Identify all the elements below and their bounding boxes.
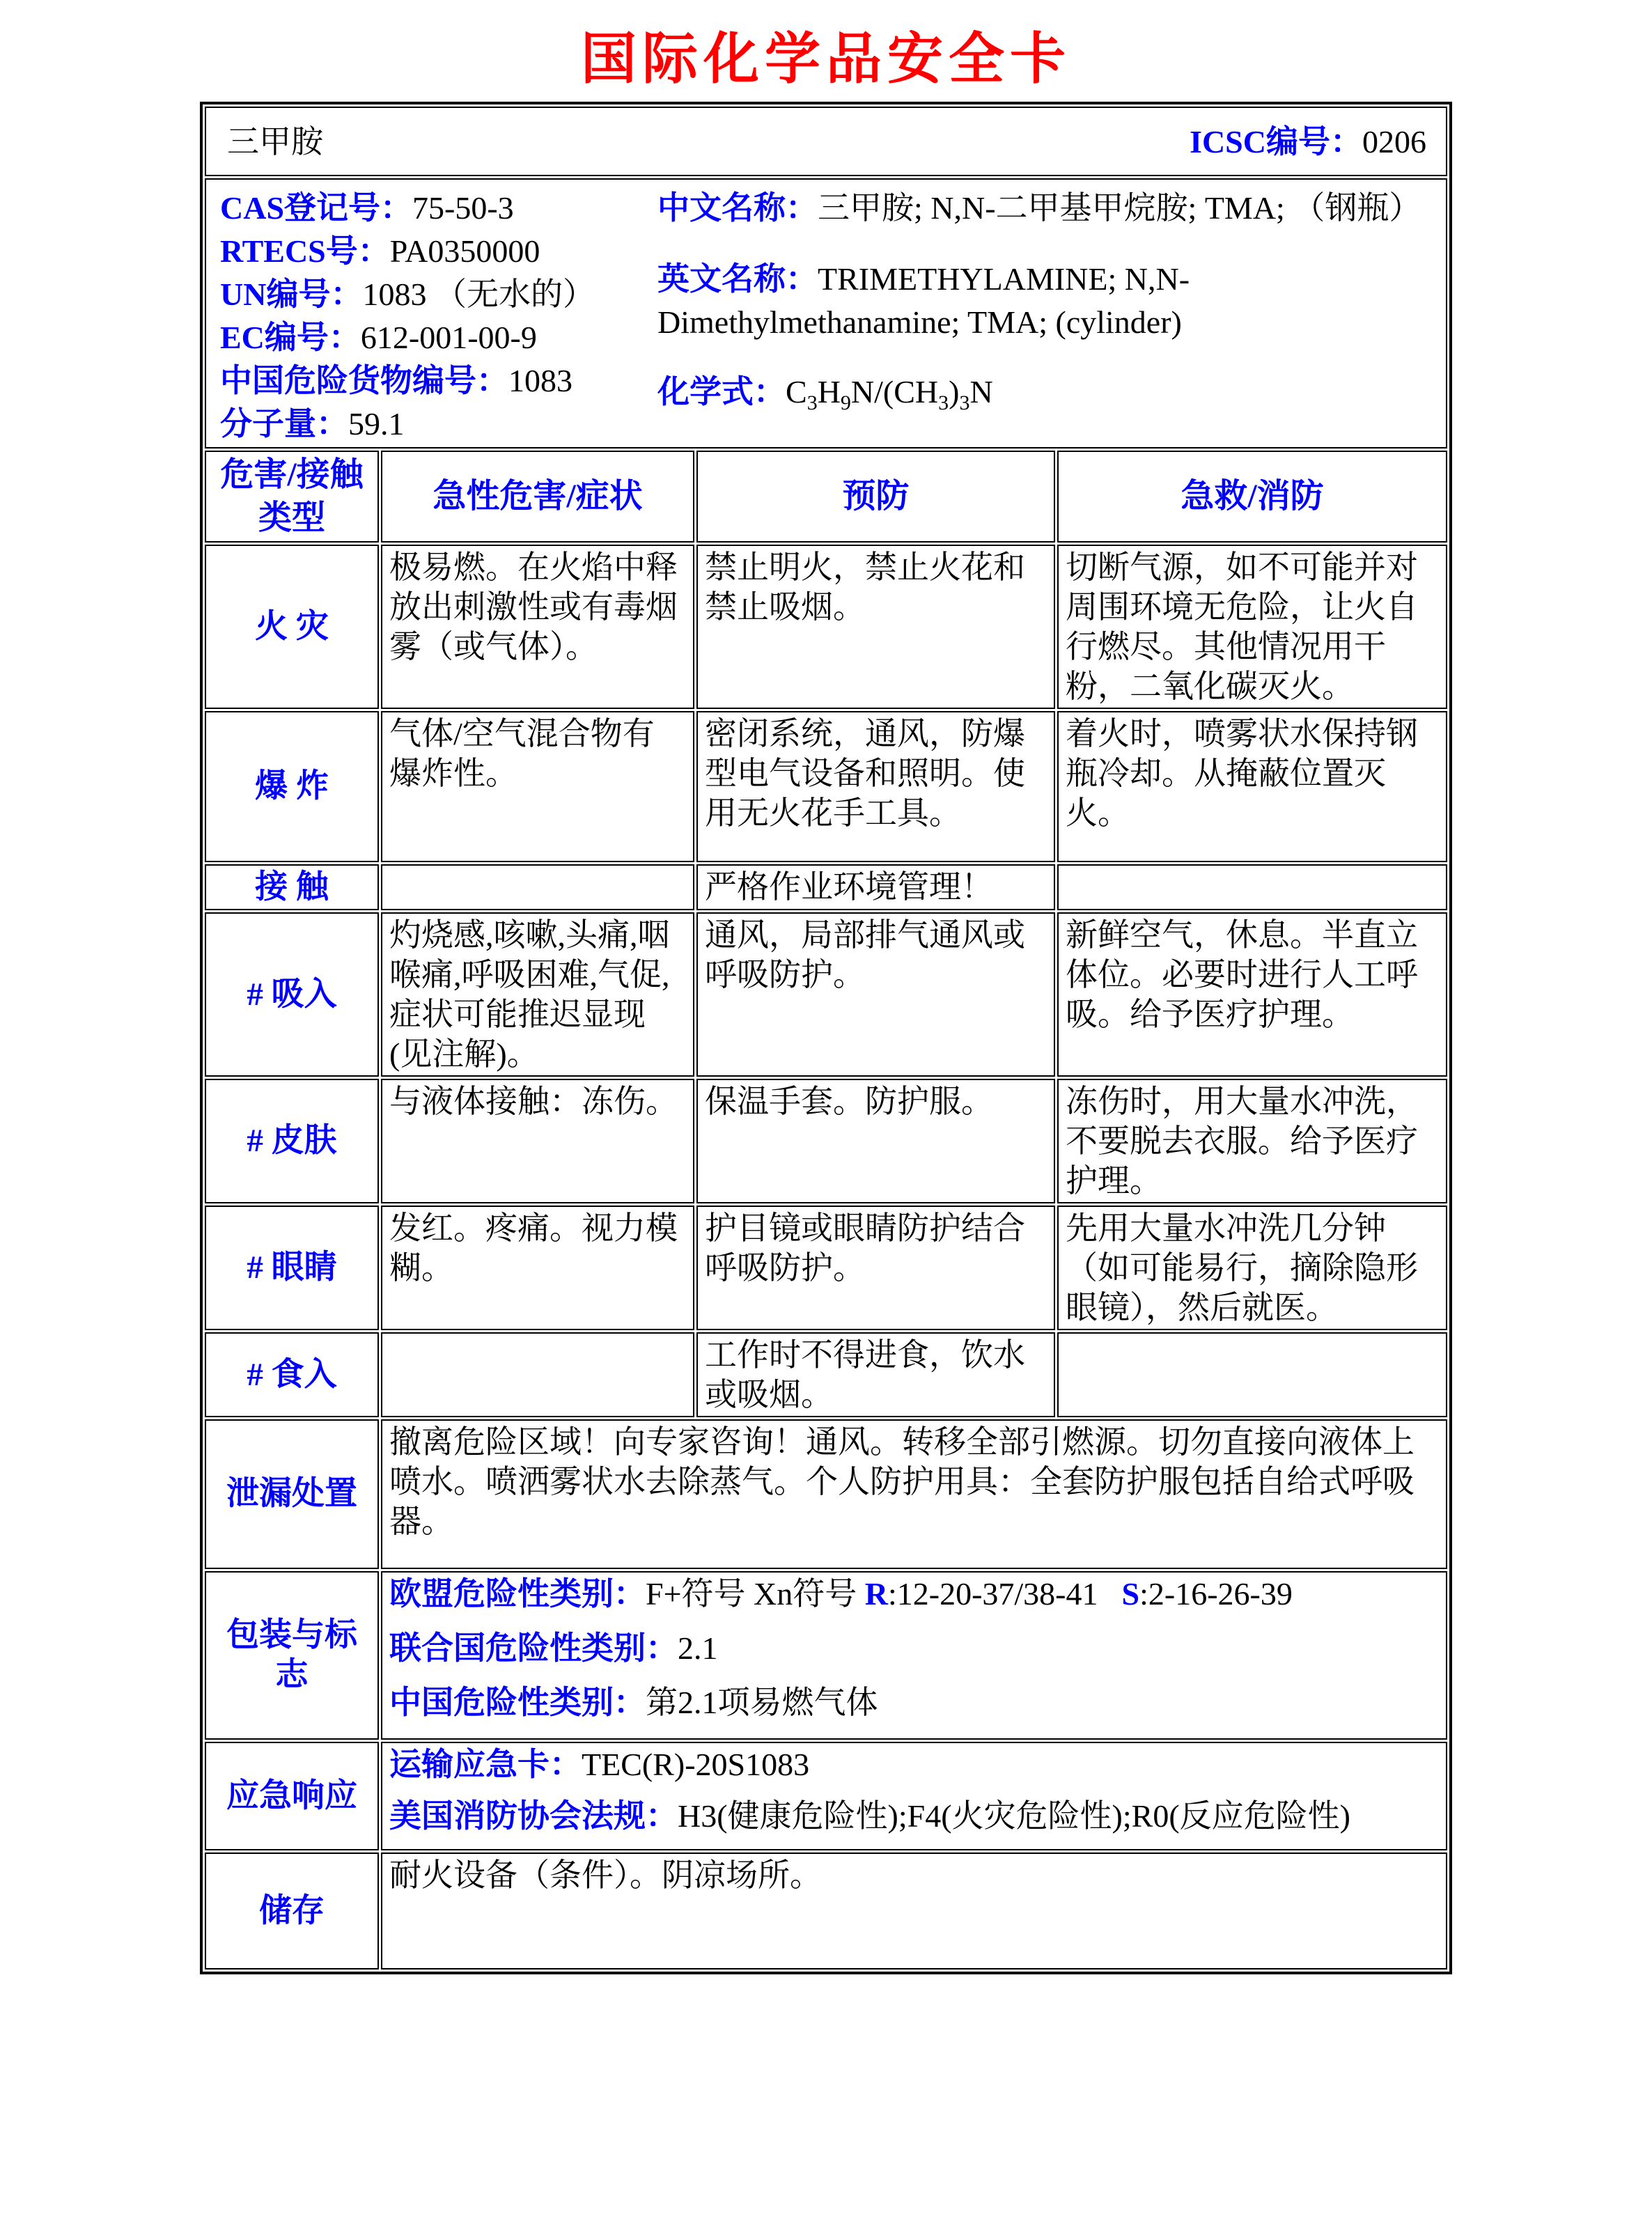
field-molecular-weight-value: 59.1 (348, 406, 405, 442)
hazard-row-eyes (205, 1206, 1447, 1330)
field-cas (220, 187, 657, 230)
section-title-packaging: 包装与标志 (205, 1571, 379, 1740)
header-prevention: 预防 (696, 451, 1055, 543)
packaging-cn-line (389, 1683, 1439, 1723)
un-class-value: 2.1 (678, 1630, 718, 1666)
field-chinese-name (657, 187, 1424, 230)
ingestion-prevention: 工作时不得进食，饮水或吸烟。 (696, 1332, 1055, 1417)
eyes-firstaid: 先用大量水冲洗几分钟（如可能易行，摘除隐形眼镜），然后就医。 (1057, 1206, 1447, 1330)
inhalation-symptoms: 灼烧感,咳嗽,头痛,咽喉痛,呼吸困难,气促,症状可能推迟显现(见注解)。 (381, 912, 694, 1077)
hazard-type-skin: # 皮肤 (205, 1079, 379, 1203)
un-class-label: 联合国危险性类别： (389, 1630, 678, 1666)
hazard-type-contact: 接 触 (205, 864, 379, 910)
cn-class-label: 中国危险性类别： (389, 1685, 646, 1720)
fire-firstaid: 切断气源，如不可能并对周围环境无危险，让火自行燃尽。其他情况用干粉，二氧化碳灭火。 (1057, 545, 1447, 709)
field-cn-dangerous-goods-label: 中国危险货物编号： (220, 363, 508, 398)
s-phrases-label: S (1121, 1576, 1140, 1612)
field-rtecs-label: RTECS号： (220, 233, 390, 269)
english-name-label: 英文名称： (657, 261, 818, 297)
title-row (205, 107, 1447, 176)
packaging-eu-line (389, 1574, 1439, 1614)
chinese-name-label: 中文名称： (657, 190, 818, 226)
field-cas-label: CAS登记号： (220, 190, 413, 226)
english-name-value: TRIMETHYLAMINE; N,N-Dimethylmethanamine; TMA; (cylinder) (657, 261, 1190, 340)
transport-card-label: 运输应急卡： (389, 1747, 582, 1782)
explosion-firstaid: 着火时，喷雾状水保持钢瓶冷却。从掩蔽位置灭火。 (1057, 711, 1447, 862)
field-ec (220, 316, 657, 359)
transport-card-line (389, 1745, 1439, 1785)
field-cn-dangerous-goods-value: 1083 (508, 363, 572, 398)
field-english-name (657, 258, 1424, 344)
spill-content: 撤离危险区域！向专家咨询！通风。转移全部引燃源。切勿直接向液体上喷水。喷洒雾状水去除蒸气。个人防护用具：全套防护服包括自给式呼吸器。 (381, 1419, 1447, 1569)
s-phrases-value: :2-16-26-39 (1139, 1576, 1293, 1612)
nfpa-line (389, 1796, 1439, 1836)
identifier-list (220, 187, 657, 446)
section-row-packaging (205, 1571, 1447, 1740)
packaging-un-line (389, 1628, 1439, 1669)
field-un-value: 1083 （无水的） (362, 276, 595, 312)
icsc-number: 0206 (1362, 123, 1426, 159)
r-phrases-value: :12-20-37/38-41 (887, 1576, 1098, 1612)
hazard-row-explosion (205, 711, 1447, 862)
eu-class-symbols: F+符号 Xn符号 (646, 1576, 865, 1612)
field-cn-dangerous-goods (220, 359, 657, 403)
section-row-emergency (205, 1742, 1447, 1850)
section-title-storage: 储存 (205, 1852, 379, 1970)
hazard-type-explosion: 爆 炸 (205, 711, 379, 862)
cn-class-value: 第2.1项易燃气体 (646, 1685, 878, 1720)
field-un (220, 273, 657, 316)
field-cas-value: 75-50-3 (412, 190, 514, 226)
contact-firstaid (1057, 864, 1447, 910)
field-molecular-weight-label: 分子量： (220, 406, 348, 442)
header-firstaid: 急救/消防 (1057, 451, 1447, 543)
field-molecular-weight (220, 403, 657, 446)
hazard-type-eyes: # 眼睛 (205, 1206, 379, 1330)
hazard-type-ingestion: # 食入 (205, 1332, 379, 1417)
header-symptoms: 急性危害/症状 (381, 451, 694, 543)
explosion-symptoms: 气体/空气混合物有爆炸性。 (381, 711, 694, 862)
eu-class-label: 欧盟危险性类别： (389, 1576, 646, 1612)
field-ec-value: 612-001-00-9 (360, 320, 537, 355)
icsc-number-group (1190, 122, 1426, 162)
transport-card-value: TEC(R)-20S1083 (582, 1747, 810, 1782)
icsc-label: ICSC编号： (1190, 123, 1362, 159)
field-rtecs-value: PA0350000 (389, 233, 540, 269)
fire-prevention: 禁止明火，禁止火花和禁止吸烟。 (696, 545, 1055, 709)
section-title-spill: 泄漏处置 (205, 1419, 379, 1569)
emergency-content (381, 1742, 1447, 1850)
chemical-name: 三甲胺 (227, 123, 323, 159)
chinese-name-value: 三甲胺; N,N-二甲基甲烷胺; TMA; （钢瓶） (818, 190, 1421, 226)
contact-symptoms (381, 864, 694, 910)
header-hazard-type: 危害/接触类型 (205, 451, 379, 543)
hazard-row-ingestion (205, 1332, 1447, 1417)
field-ec-label: EC编号： (220, 320, 361, 355)
contact-prevention: 严格作业环境管理！ (696, 864, 1055, 910)
r-phrases-label: R (864, 1576, 888, 1612)
inhalation-prevention: 通风，局部排气通风或呼吸防护。 (696, 912, 1055, 1077)
field-formula (657, 372, 1424, 423)
section-row-storage (205, 1852, 1447, 1970)
formula-value: $C_3H_9N/(CH_3)_3N$ (786, 374, 993, 415)
page-title: 国际化学品安全卡 (581, 29, 1071, 91)
packaging-content (381, 1571, 1447, 1740)
fire-symptoms: 极易燃。在火焰中释放出刺激性或有毒烟雾（或气体）。 (381, 545, 694, 709)
field-un-label: UN编号： (220, 276, 363, 312)
hazard-row-skin (205, 1079, 1447, 1203)
ingestion-firstaid (1057, 1332, 1447, 1417)
ingestion-symptoms (381, 1332, 694, 1417)
name-list (657, 187, 1424, 446)
inhalation-firstaid: 新鲜空气，休息。半直立体位。必要时进行人工呼吸。给予医疗护理。 (1057, 912, 1447, 1077)
nfpa-label: 美国消防协会法规： (389, 1798, 678, 1834)
section-row-spill (205, 1419, 1447, 1569)
skin-symptoms: 与液体接触：冻伤。 (381, 1079, 694, 1203)
hazard-type-inhalation: # 吸入 (205, 912, 379, 1077)
skin-firstaid: 冻伤时，用大量水冲洗，不要脱去衣服。给予医疗护理。 (1057, 1079, 1447, 1203)
field-rtecs (220, 230, 657, 273)
hazard-row-contact (205, 864, 1447, 910)
section-title-emergency: 应急响应 (205, 1742, 379, 1850)
eyes-prevention: 护目镜或眼睛防护结合呼吸防护。 (696, 1206, 1055, 1330)
safety-card-table (200, 102, 1452, 1974)
skin-prevention: 保温手套。防护服。 (696, 1079, 1055, 1203)
storage-content: 耐火设备（条件）。阴凉场所。 (381, 1852, 1447, 1970)
hazard-header-row (205, 451, 1447, 543)
hazard-type-fire: 火 灾 (205, 545, 379, 709)
formula-label: 化学式： (657, 374, 786, 410)
info-row (205, 178, 1447, 448)
explosion-prevention: 密闭系统，通风，防爆型电气设备和照明。使用无火花手工具。 (696, 711, 1055, 862)
eyes-symptoms: 发红。疼痛。视力模糊。 (381, 1206, 694, 1330)
hazard-row-fire (205, 545, 1447, 709)
nfpa-value: H3(健康危险性);F4(火灾危险性);R0(反应危险性) (678, 1798, 1350, 1834)
hazard-row-inhalation (205, 912, 1447, 1077)
